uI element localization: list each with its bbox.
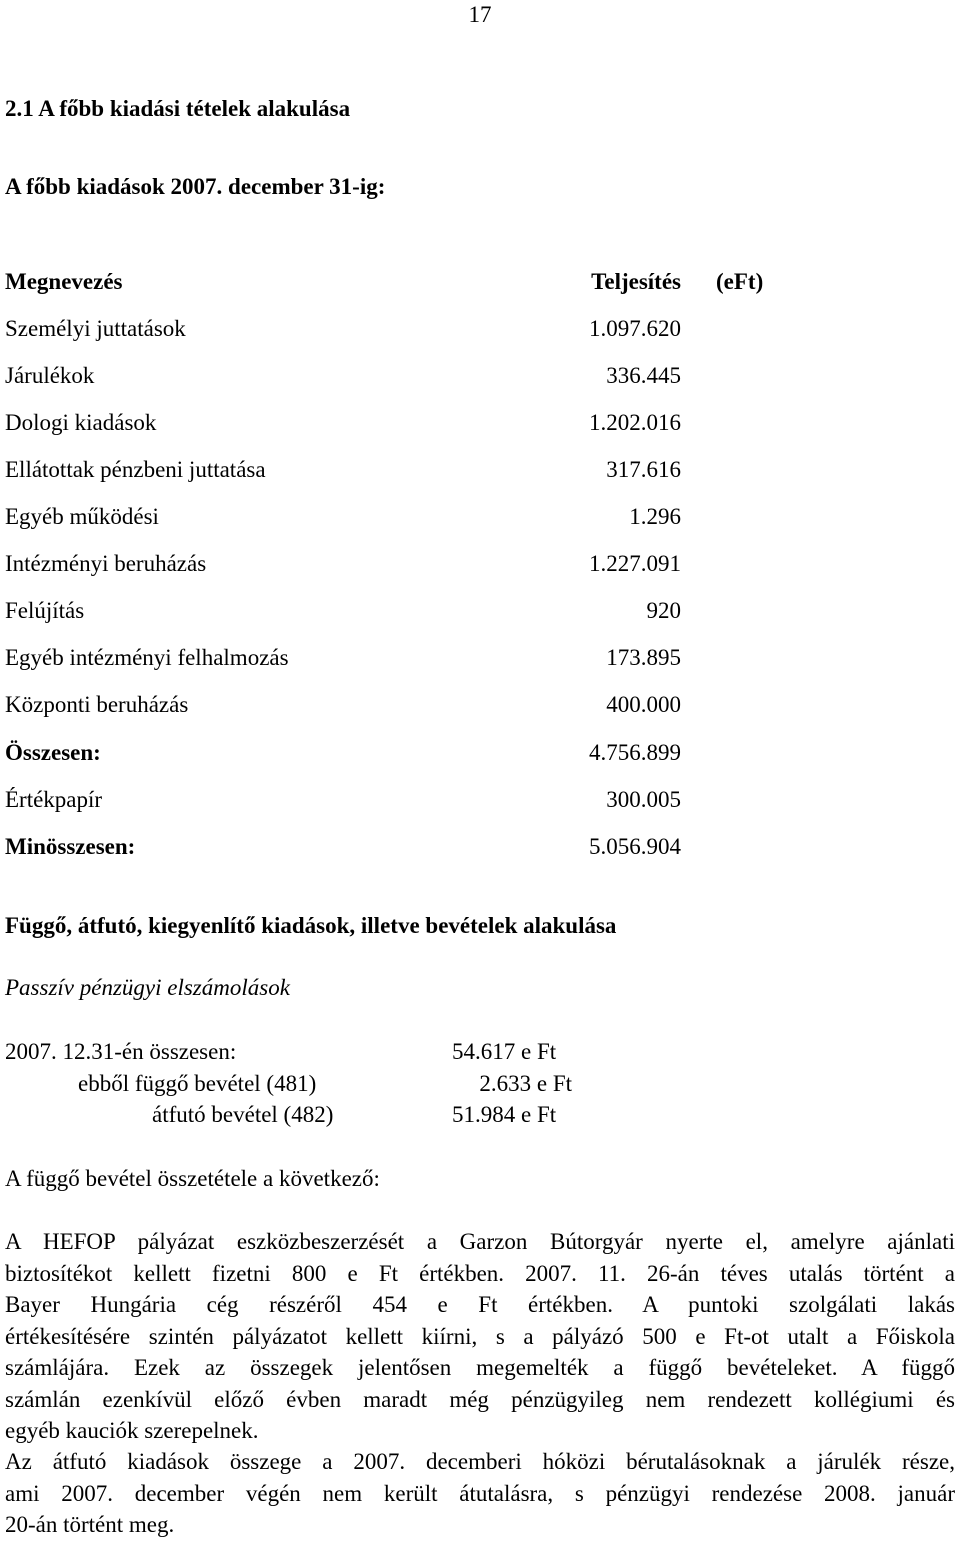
total-row [5, 740, 681, 770]
row-value: 1.227.091 [589, 551, 681, 576]
row-value: 920 [646, 598, 681, 623]
paragraph-line: Bayer Hungária cég részéről 454 e Ft értékben. A puntoki szolgálati lakás [5, 1292, 955, 1317]
row-label: Felújítás [5, 598, 85, 623]
row-value: 1.097.620 [589, 316, 681, 341]
table-row [5, 692, 681, 722]
table-row [5, 363, 681, 393]
paragraph-line: 20-án történt meg. [5, 1512, 175, 1537]
row-label: Ellátottak pénzbeni juttatása [5, 457, 266, 482]
row-label: Járulékok [5, 363, 95, 388]
row-value: 400.000 [606, 692, 681, 717]
paragraph-line: számlájára. Ezek az összegek jelentősen megemelték a függő bevételeket. A függő [5, 1355, 955, 1380]
unit-label: (eFt) [716, 269, 764, 294]
paragraph-line: számlán ezenkívül előző évben maradt még pénzügyileg nem rendezett kollégiumi és [5, 1386, 955, 1412]
row-label: Intézményi beruházás [5, 551, 207, 576]
securities-row [5, 787, 681, 817]
header-name: Megnevezés [5, 269, 123, 294]
table-row [5, 457, 681, 487]
row-value: 173.895 [606, 645, 681, 670]
pending-income-value: 2.633 e Ft [479, 1071, 572, 1096]
row-value: 1.296 [629, 504, 681, 529]
paragraph-line: értékesítésére szintén pályázatot kellett kiírni, s a pályázó 500 e Ft-ot utalt a Főiskola [5, 1323, 955, 1349]
total-value: 4.756.899 [589, 740, 681, 765]
table-row [5, 598, 681, 628]
table-row [5, 410, 681, 440]
paragraph-2 [5, 1446, 955, 1541]
composition-intro: A függő bevétel összetétele a következő: [5, 1166, 380, 1191]
grand-total-row [5, 834, 681, 864]
table-row [5, 316, 681, 346]
passive-title: Passzív pénzügyi elszámolások [5, 975, 290, 1000]
securities-value: 300.005 [606, 787, 681, 812]
row-label: Központi beruházás [5, 692, 189, 717]
transit-income-label: átfutó bevétel (482) [152, 1102, 334, 1127]
transit-income-value: 51.984 e Ft [452, 1102, 557, 1127]
total-label: Összesen: [5, 740, 101, 765]
paragraph-line: egyéb kauciók szerepelnek. [5, 1418, 259, 1443]
securities-label: Értékpapír [5, 787, 103, 812]
paragraph-line: A HEFOP pályázat eszközbeszerzését a Garzon Bútorgyár nyerte el, amelyre ajánlati [5, 1229, 955, 1254]
row-label: Személyi juttatások [5, 316, 186, 341]
row-value: 317.616 [606, 457, 681, 482]
table-header [5, 269, 681, 299]
row-label: Dologi kiadások [5, 410, 157, 435]
paragraph-1 [5, 1226, 955, 1447]
pending-total-value: 54.617 e Ft [452, 1039, 557, 1064]
table-row [5, 551, 681, 581]
table-row [5, 504, 681, 534]
subtitle: A főbb kiadások 2007. december 31-ig: [5, 174, 386, 199]
section-title: 2.1 A főbb kiadási tételek alakulása [5, 96, 351, 121]
grand-total-label: Minösszesen: [5, 834, 136, 859]
pending-income-label: ebből függő bevétel (481) [78, 1071, 317, 1096]
row-label: Egyéb intézményi felhalmozás [5, 645, 289, 670]
header-value: Teljesítés [591, 269, 681, 294]
page-number: 17 [468, 2, 492, 27]
pending-title: Függő, átfutó, kiegyenlítő kiadások, illetve bevételek alakulása [5, 913, 617, 938]
row-label: Egyéb működési [5, 504, 159, 529]
pending-total-label: 2007. 12.31-én összesen: [5, 1039, 237, 1064]
paragraph-line: ami 2007. december végén nem került átutalásra, s pénzügyi rendezése 2008. január [5, 1480, 955, 1506]
paragraph-line: Az átfutó kiadások összege a 2007. decemberi hóközi bérutalásoknak a járulék része, [5, 1449, 955, 1474]
paragraph-line: biztosítékot kellett fizetni 800 e Ft értékben. 2007. 11. 26-án téves utalás történt a [5, 1260, 955, 1286]
grand-total-value: 5.056.904 [589, 834, 681, 859]
table-row [5, 645, 681, 675]
row-value: 1.202.016 [589, 410, 681, 435]
row-value: 336.445 [606, 363, 681, 388]
